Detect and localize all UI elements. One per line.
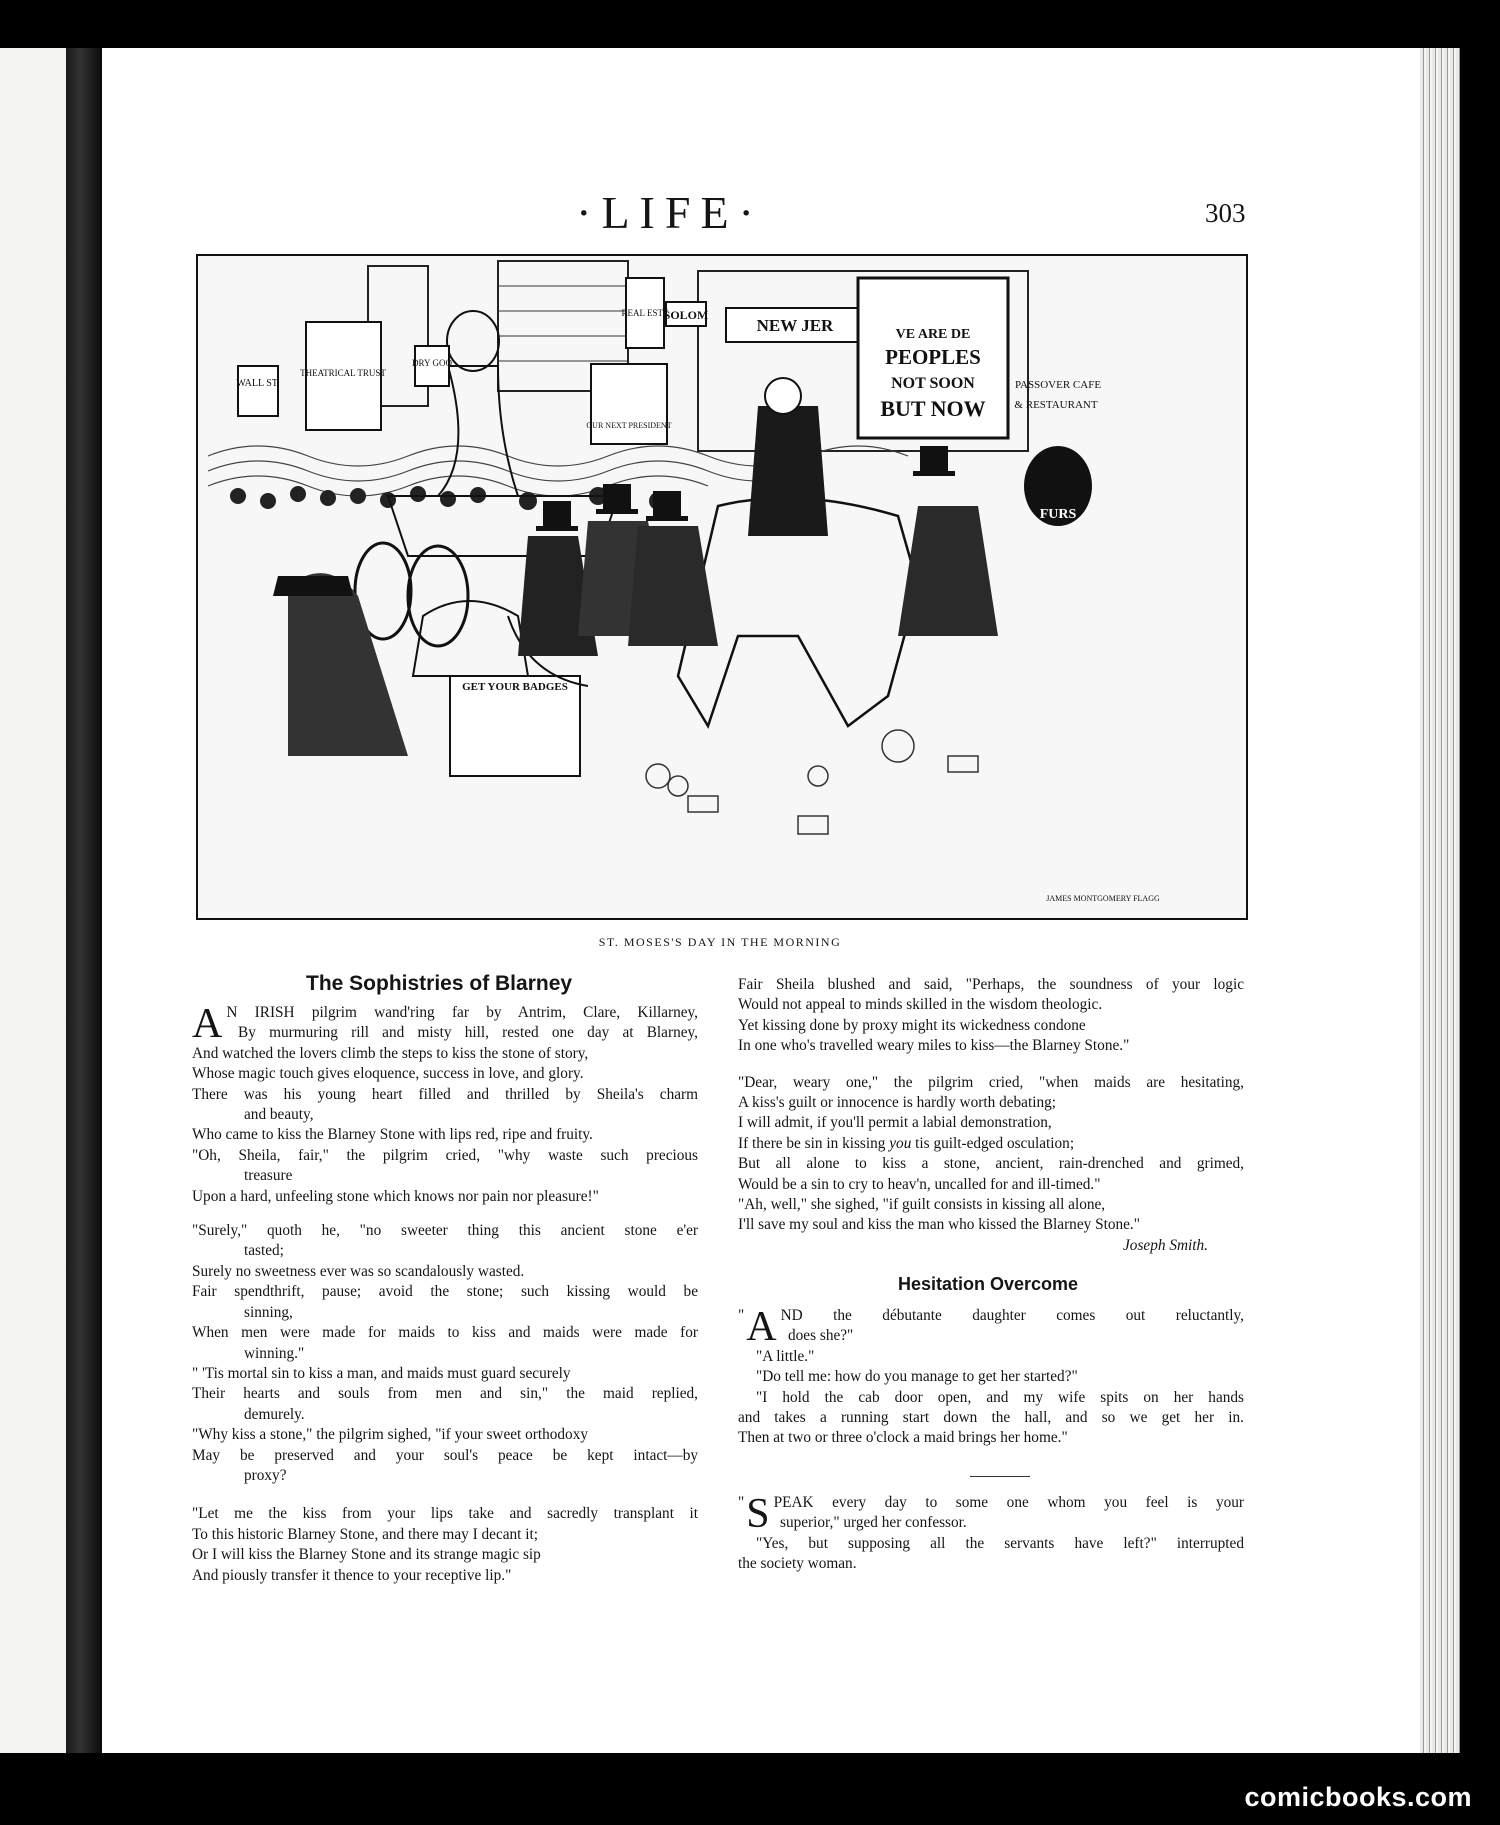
book-gutter — [66, 48, 102, 1753]
sign-dry-goods: DRY GOO — [412, 358, 452, 368]
poem-line: "Dear, weary one," the pilgrim cried, "when maids are hesitating, — [738, 1073, 1244, 1091]
poem-line: Would not appeal to minds skilled in the wisdom theologic. — [738, 996, 1103, 1014]
poem-line: A kiss's guilt or innocence is hardly worth debating; — [738, 1094, 1056, 1112]
sign-real-estate: REAL ESTE — [621, 308, 669, 318]
section-divider — [970, 1476, 1030, 1477]
cartoon-drawing — [198, 256, 1246, 918]
poem-line: Fair spendthrift, pause; avoid the stone; such kissing would be — [192, 1283, 698, 1301]
article-title-blarney: The Sophistries of Blarney — [306, 972, 573, 995]
poem-line: And piously transfer it thence to your receptive lip." — [192, 1566, 512, 1584]
poem-line: Who came to kiss the Blarney Stone with lips red, ripe and fruity. — [192, 1126, 593, 1144]
poem-line: tis guilt-edged osculation; — [915, 1134, 1075, 1152]
poem-line: sinning, — [244, 1303, 293, 1321]
poem-line: treasure — [244, 1167, 293, 1185]
poem-line: And watched the lovers climb the steps to kiss the stone of story, — [192, 1044, 589, 1062]
poem-line: demurely. — [244, 1405, 305, 1423]
poem-line: There was his young heart filled and thrilled by Sheila's charm — [192, 1085, 698, 1103]
poem-blarney — [192, 1003, 698, 1586]
article-line: "A little." — [756, 1347, 815, 1365]
dropcap-a: A — [746, 1304, 777, 1350]
article-line: superior," urged her confessor. — [780, 1514, 967, 1532]
sign-solom: SOLOM — [663, 308, 709, 322]
poem-line: "Surely," quoth he, "no sweeter thing this ancient stone e'er — [192, 1222, 698, 1240]
open-quote: " — [738, 1494, 745, 1511]
artist-signature: JAMES MONTGOMERY FLAGG — [1046, 894, 1160, 903]
poem-blarney-continued — [738, 975, 1244, 1256]
poem-line: To this historic Blarney Stone, and there may I decant it; — [192, 1525, 538, 1543]
poem-line: "Why kiss a stone," the pilgrim sighed, "if your sweet orthodoxy — [192, 1426, 589, 1444]
sign-new-jersey: NEW JER — [756, 316, 834, 335]
poem-line: In one who's travelled weary miles to kiss—the Blarney Stone." — [738, 1037, 1130, 1055]
article-line: "I hold the cab door open, and my wife spits on her hands — [756, 1388, 1244, 1406]
article-line: "Do tell me: how do you manage to get her started?" — [756, 1368, 1078, 1386]
poem-line: Fair Sheila blushed and said, "Perhaps, the soundness of your logic — [738, 976, 1244, 993]
banner-but-now: BUT NOW — [880, 396, 986, 421]
poem-line: "Oh, Sheila, fair," the pilgrim cried, "why waste such precious — [192, 1146, 698, 1164]
sign-passover: PASSOVER CAFE — [1014, 379, 1102, 391]
cartoon-illustration — [196, 254, 1248, 920]
article-line: the society woman. — [738, 1555, 857, 1573]
poem-line: When men were made for maids to kiss and maids were made for — [192, 1324, 698, 1342]
poem-line: Yet kissing done by proxy might its wickedness condone — [738, 1016, 1086, 1034]
left-page-edge — [0, 48, 66, 1753]
poem-line: By murmuring rill and misty hill, rested one day at Blarney, — [238, 1024, 698, 1042]
poem-line: May be preserved and your soul's peace be kept intact—by — [192, 1446, 698, 1464]
sign-next-president: OUR NEXT PRESIDENT — [586, 421, 672, 430]
poem-line: N IRISH pilgrim wand'ring far by Antrim, Clare, Killarney, — [226, 1004, 698, 1021]
poem-line: I will admit, if you'll permit a labial demonstration, — [738, 1114, 1052, 1132]
banner-ve-are: VE ARE DE — [895, 327, 971, 342]
site-watermark: comicbooks.com — [1244, 1782, 1472, 1812]
poem-line: Whose magic touch gives eloquence, success in love, and glory. — [192, 1065, 584, 1083]
poem-line: winning." — [244, 1344, 305, 1362]
dropcap-s: S — [746, 1491, 770, 1537]
sign-theatrical-trust: THEATRICAL TRUST — [300, 368, 386, 378]
poem-line: "Ah, well," she sighed, "if guilt consists in kissing all alone, — [738, 1196, 1106, 1214]
banner-not-soon: NOT SOON — [891, 375, 975, 392]
sign-wall-st: WALL ST. — [236, 378, 280, 389]
article-hesitation — [738, 1306, 1244, 1449]
poem-line: Their hearts and souls from men and sin," the maid replied, — [192, 1385, 698, 1403]
dropcap-a: A — [192, 1001, 223, 1047]
article-line: and takes a running start down the hall, and so we get her in. — [738, 1409, 1244, 1427]
poem-line: and beauty, — [244, 1106, 314, 1124]
article-line: does she?" — [788, 1327, 854, 1345]
poem-line: I'll save my soul and kiss the man who kissed the Blarney Stone." — [738, 1216, 1140, 1234]
poem-line: " 'Tis mortal sin to kiss a man, and maids must guard securely — [192, 1364, 571, 1382]
hat-furs: FURS — [1039, 507, 1077, 522]
open-quote: " — [738, 1307, 745, 1324]
article-line: PEAK every day to some one whom you feel is your — [773, 1494, 1244, 1511]
page-number: 303 — [1205, 198, 1246, 228]
author-signature: Joseph Smith. — [1123, 1236, 1208, 1254]
poem-line: "Let me the kiss from your lips take and sacredly transplant it — [192, 1505, 698, 1523]
poem-emphasis: you — [889, 1134, 912, 1152]
poem-line: Surely no sweetness ever was so scandalously wasted. — [192, 1262, 525, 1280]
article-line: "Yes, but supposing all the servants have left?" interrupted — [756, 1534, 1244, 1552]
article-title-hesitation: Hesitation Overcome — [898, 1274, 1079, 1294]
poem-line: tasted; — [244, 1242, 284, 1260]
poem-line: But all alone to kiss a stone, ancient, rain-drenched and grimed, — [738, 1155, 1244, 1173]
article-line: ND the débutante daughter comes out reluctantly, — [780, 1307, 1244, 1324]
sign-restaurant: & RESTAURANT — [1014, 399, 1098, 411]
article-speak — [738, 1493, 1244, 1575]
magazine-title: ·LIFE· — [576, 187, 764, 238]
page-edges — [1420, 48, 1460, 1753]
poem-line: If there be sin in kissing — [738, 1134, 886, 1152]
article-line: Then at two or three o'clock a maid brings her home." — [738, 1429, 1068, 1447]
poem-line: proxy? — [244, 1466, 287, 1484]
sign-get-badges: GET YOUR BADGES — [462, 681, 568, 693]
poem-line: Upon a hard, unfeeling stone which knows nor pain nor pleasure!" — [192, 1187, 599, 1205]
illustration-caption: ST. MOSES'S DAY IN THE MORNING — [598, 935, 842, 949]
poem-line: Would be a sin to cry to heav'n, uncalled for and ill-timed." — [738, 1175, 1101, 1193]
poem-line: Or I will kiss the Blarney Stone and its strange magic sip — [192, 1546, 541, 1564]
banner-peoples: PEOPLES — [885, 345, 981, 369]
